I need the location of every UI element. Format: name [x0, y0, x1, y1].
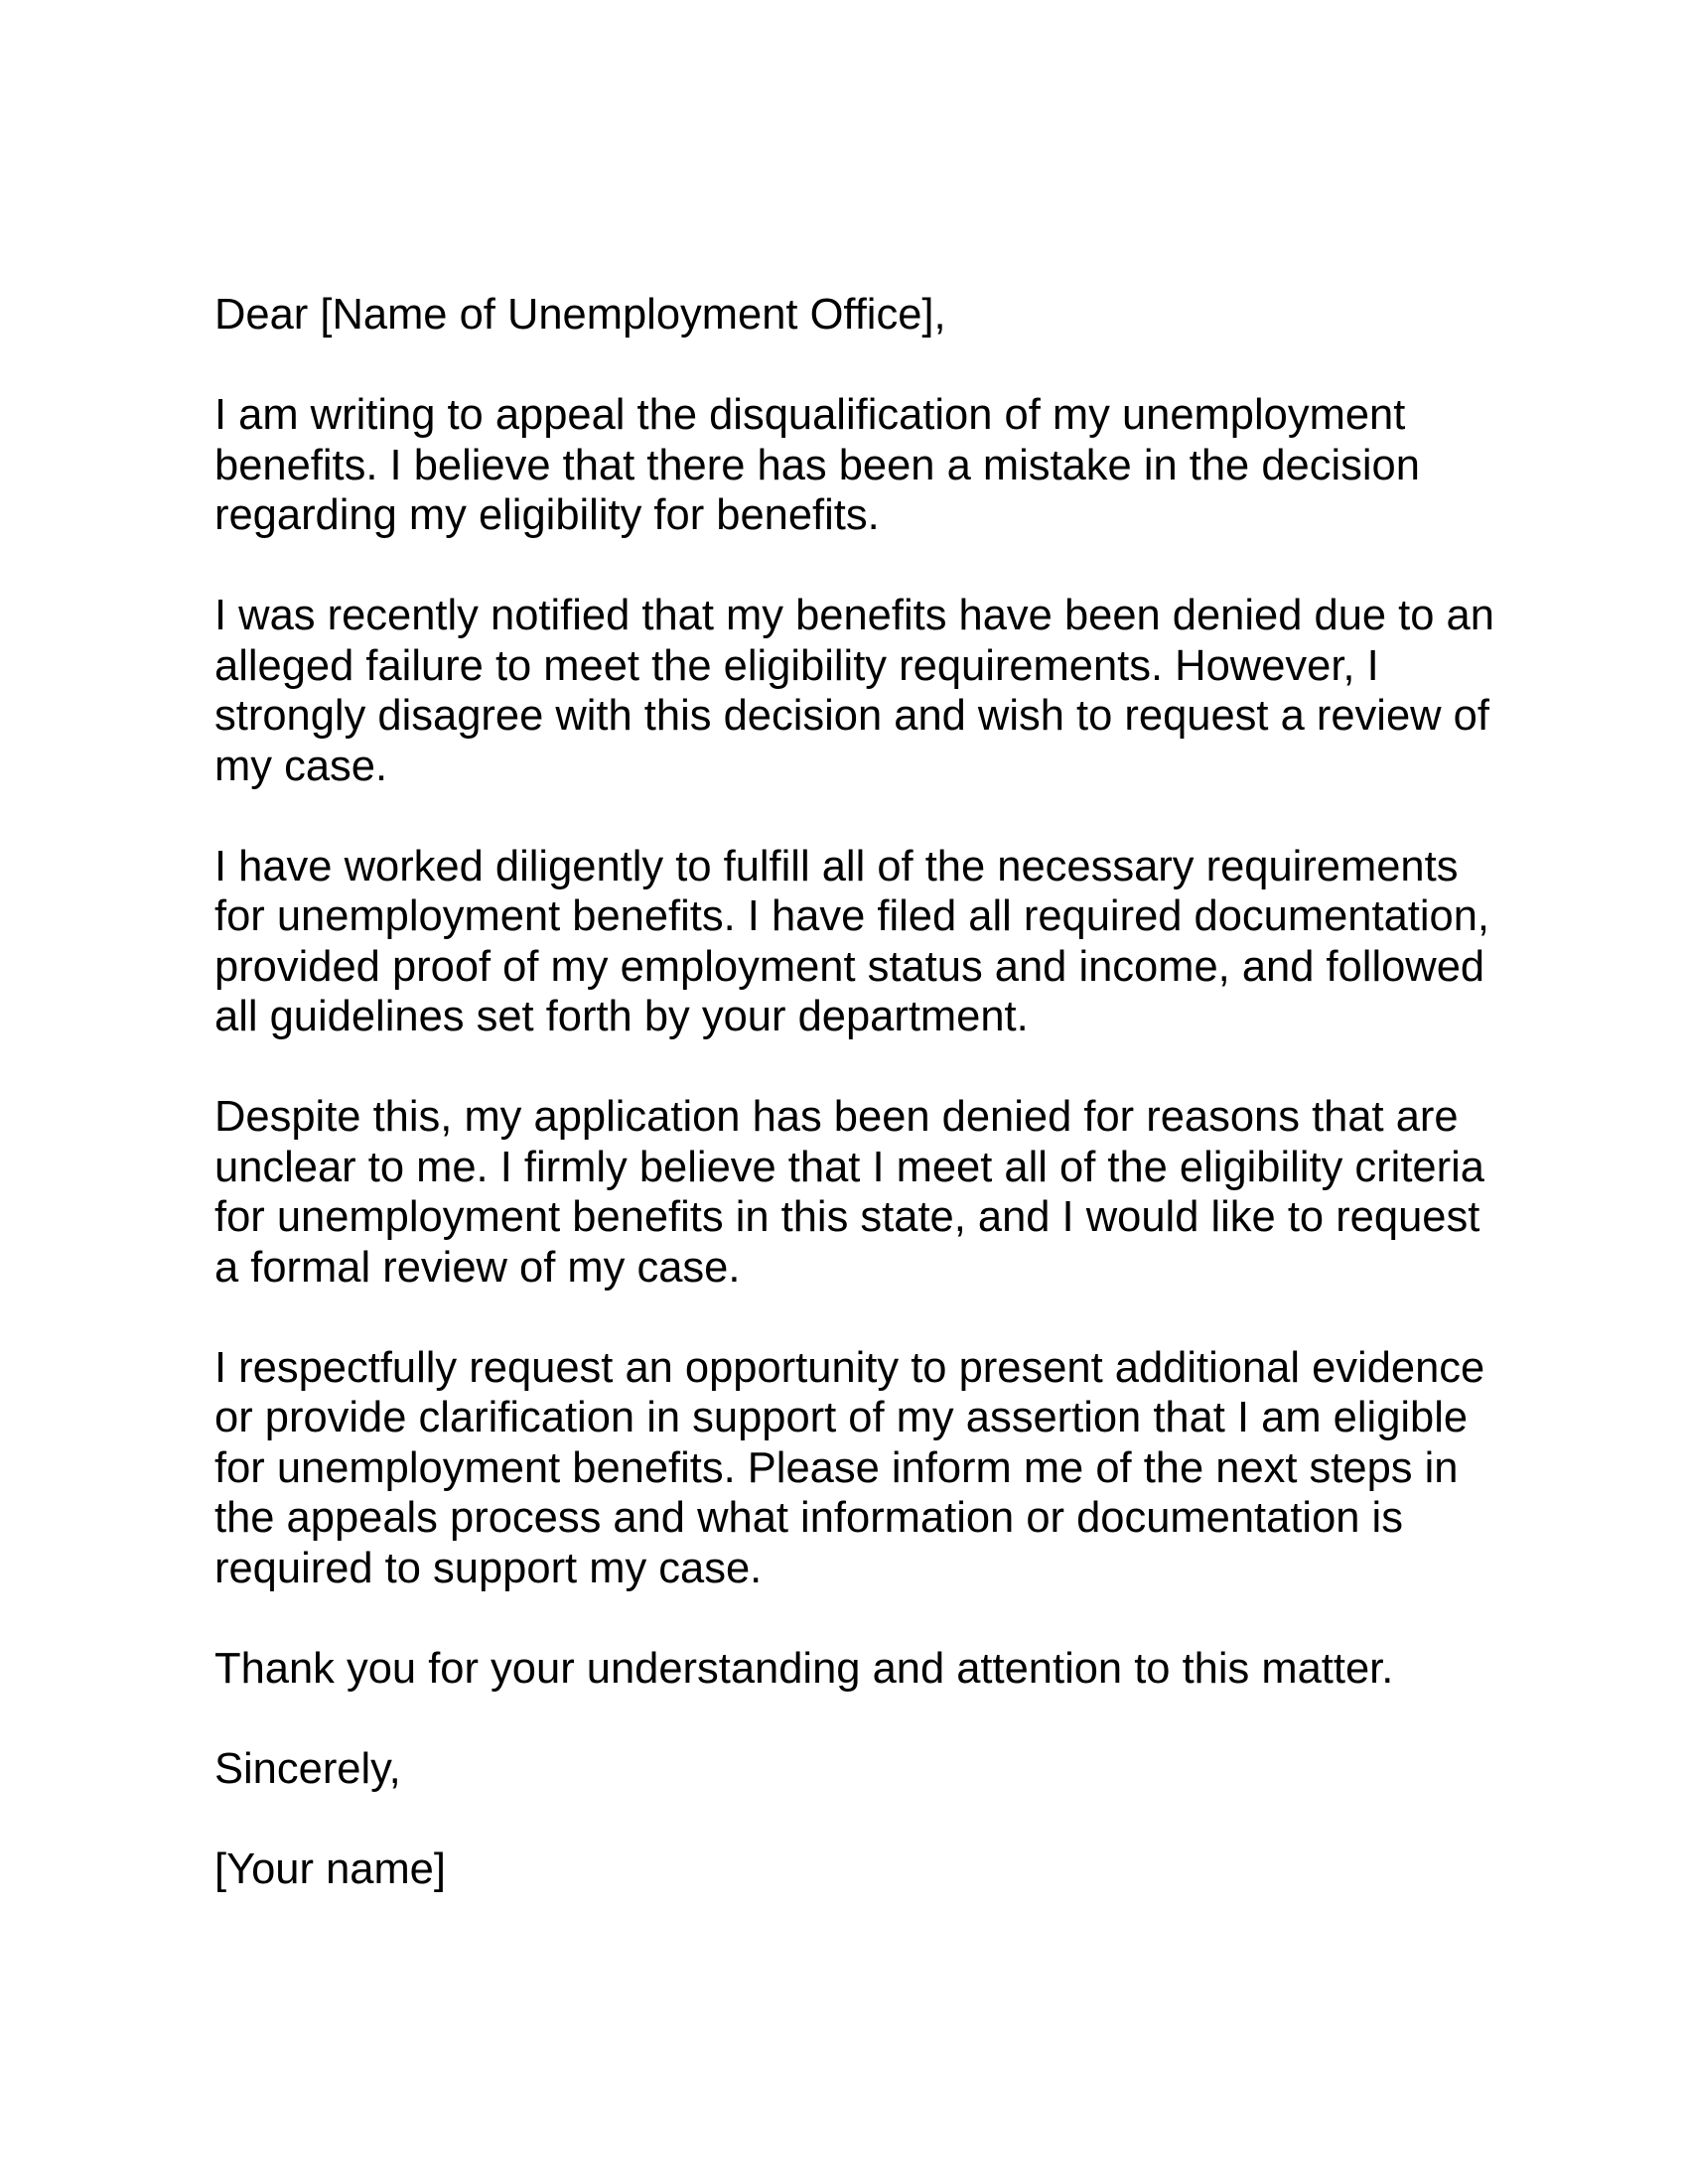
- paragraph-line: benefits. I believe that there has been a mistake in the decision: [214, 441, 1420, 489]
- paragraph-line: unclear to me. I firmly believe that I meet all of the eligibility criteria: [214, 1143, 1484, 1191]
- paragraph-line: I respectfully request an opportunity to present additional evidence: [214, 1343, 1485, 1392]
- paragraph-line: strongly disagree with this decision and wish to request a review of: [214, 692, 1489, 740]
- paragraph-line: I am writing to appeal the disqualification of my unemployment: [214, 391, 1406, 439]
- paragraph-requirements: [214, 842, 1535, 1042]
- paragraph-line: the appeals process and what information or documentation is: [214, 1494, 1403, 1542]
- paragraph-line: a formal review of my case.: [214, 1243, 741, 1292]
- paragraph-review-request: [214, 1092, 1535, 1293]
- salutation: Dear [Name of Unemployment Office],: [214, 291, 946, 339]
- closing: Sincerely,: [214, 1744, 401, 1793]
- paragraph-thanks: [214, 1644, 1535, 1695]
- paragraph-line: for unemployment benefits. Please inform me of the next steps in: [214, 1443, 1459, 1492]
- paragraph-line: my case.: [214, 742, 388, 790]
- letter-body: [214, 290, 1535, 1894]
- signature-placeholder: [Your name]: [214, 1844, 446, 1893]
- paragraph-line: or provide clarification in support of my assertion that I am eligible: [214, 1394, 1469, 1441]
- paragraph-line: provided proof of my employment status and income, and followed: [214, 942, 1485, 991]
- paragraph-line: all guidelines set forth by your department.: [214, 993, 1029, 1040]
- paragraph-line: I was recently notified that my benefits have been denied due to an: [214, 592, 1494, 639]
- paragraph-denial-notice: [214, 591, 1535, 791]
- paragraph-line: I have worked diligently to fulfill all of the necessary requirements: [214, 842, 1459, 890]
- paragraph-line: Thank you for your understanding and attention to this matter.: [214, 1644, 1394, 1693]
- paragraph-line: Despite this, my application has been denied for reasons that are: [214, 1093, 1459, 1141]
- paragraph-evidence-request: [214, 1343, 1535, 1594]
- paragraph-line: for unemployment benefits in this state, and I would like to request: [214, 1193, 1480, 1241]
- paragraph-line: regarding my eligibility for benefits.: [214, 491, 880, 539]
- paragraph-line: required to support my case.: [214, 1544, 763, 1592]
- paragraph-line: for unemployment benefits. I have filed all required documentation,: [214, 892, 1489, 940]
- paragraph-intro: [214, 390, 1535, 541]
- paragraph-line: alleged failure to meet the eligibility requirements. However, I: [214, 641, 1379, 690]
